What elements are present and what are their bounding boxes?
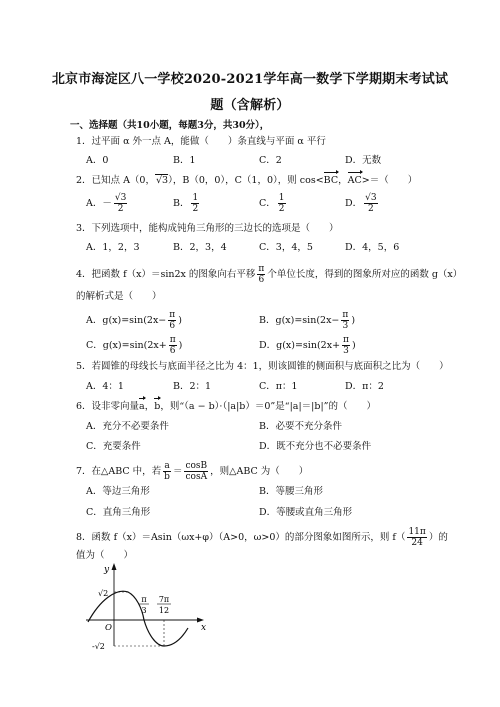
q5-option-a: A．4：1 [86, 381, 124, 392]
vector-b: b [154, 401, 161, 412]
vector-bc: BC [323, 175, 339, 186]
question-1-stem: 1．过平面 α 外一点 A，能做（ ）条直线与平面 α 平行 [76, 136, 326, 147]
q1-option-b: B．1 [173, 155, 196, 166]
q6-option-d: D．既不充分也不必要条件 [259, 441, 372, 452]
q5-option-c: C．π：1 [259, 381, 298, 392]
q1-option-a: A．0 [86, 155, 109, 166]
q2-option-c: C． $\frac{1}{2}$ [259, 193, 285, 214]
q7-option-a: A．等边三角形 [86, 486, 150, 497]
q4-option-d: D．g(x)=sin(2x+ $\frac{\pi}{3}$ ) [259, 335, 356, 356]
document-title-line1: 北京市海淀区八一学校2020-2021学年高一数学下学期期末考试试 [51, 72, 449, 87]
x-axis-arrow [197, 618, 204, 623]
q3-option-a: A．1，2，3 [86, 242, 140, 253]
sine-graph-figure [80, 560, 210, 652]
q7-option-b: B．等腰三角形 [259, 486, 323, 497]
question-2-stem: 2．已知点 A（0，√3），B（0，0），C（1，0），则 cos<BC，AC>＝（ ） [76, 175, 418, 186]
q7-option-c: C．直角三角形 [86, 507, 151, 518]
q2-option-b: B． $\frac{1}{2}$ [173, 193, 199, 214]
x-axis-label: x [201, 623, 207, 633]
q4-option-c: C．g(x)=sin(2x+ $\frac{\pi}{6}$ ) [86, 335, 183, 356]
sqrt3: √3 [155, 175, 169, 186]
q3-option-d: D．4，5，6 [345, 242, 400, 253]
question-7-stem: 7．在△ABC 中，若 $\frac{a}{b}$ ＝ $\frac{\cos B}{\cos A}$ ，则△ABC 为（ ） [76, 461, 309, 482]
q1-option-c: C．2 [259, 155, 282, 166]
tick-7pi-12-den: 12 [158, 606, 170, 615]
question-8-stem-line2: 值为（ ） [76, 550, 134, 561]
q6-option-c: C．充要条件 [86, 441, 141, 452]
question-3-stem: 3．下列选项中，能构成钝角三角形的三边长的选项是（ ） [76, 223, 339, 234]
y-axis-label: y [104, 565, 110, 575]
q2-option-d: D． $\frac{√3}{2}$ [345, 193, 377, 214]
q4-option-a: A．g(x)=sin(2x− $\frac{\pi}{6}$ ) [86, 310, 182, 331]
q3-option-b: B．2，3，4 [173, 242, 227, 253]
origin-label: O [105, 623, 112, 633]
question-5-stem: 5．若圆锥的母线长与底面半径之比为 4：1，则该圆锥的侧面积与底面积之比为（ ） [76, 361, 449, 372]
question-4-stem-line2: 的解析式是（ ） [76, 291, 162, 302]
q2-option-a: A．－ $\frac{√3}{2}$ [86, 193, 127, 214]
q5-option-d: D．π：2 [345, 381, 384, 392]
document-title-line2: 题（含解析） [210, 98, 290, 113]
vector-ac: AC [347, 175, 362, 186]
tick-pi-3-num: π [141, 595, 147, 604]
q7-option-d: D．等腰或直角三角形 [259, 507, 353, 518]
q6-option-a: A．充分不必要条件 [86, 421, 169, 432]
y-min-label: -√2 [92, 642, 105, 651]
y-axis-arrow [112, 563, 117, 570]
sine-curve [88, 591, 188, 646]
q3-option-c: C．3，4，5 [259, 242, 313, 253]
tick-7pi-12-num: 7π [158, 595, 170, 604]
y-max-label: √2 [98, 589, 109, 598]
section-heading: 一、选择题（共10小题，每题3分，共30分）， [70, 120, 270, 131]
question-4-stem: 4．把函数 f（x）＝sin2x 的图象向右平移 $\frac{\pi}{6}$ 个单位长度，得到的图象所对应的函数 g（x） [76, 264, 463, 285]
question-6-stem: 6．设非零向量a，b，则“（a − b）·（|a|b）＝0”是“|a|＝|b|”的（ ） [76, 401, 377, 412]
vector-a: a [139, 401, 145, 412]
q5-option-b: B．2：1 [173, 381, 212, 392]
question-8-stem: 8．函数 f（x）＝Asin（ωx+φ）（A>0，ω>0）的部分图象如图所示，则 f（ $\frac{11\pi}{24}$ ）的 [76, 527, 448, 548]
q4-option-b: B．g(x)=sin(2x− $\frac{\pi}{3}$ ) [259, 310, 356, 331]
q1-option-d: D．无数 [345, 155, 382, 166]
tick-pi-3-den: 3 [141, 606, 147, 615]
q6-option-b: B．必要不充分条件 [259, 421, 342, 432]
